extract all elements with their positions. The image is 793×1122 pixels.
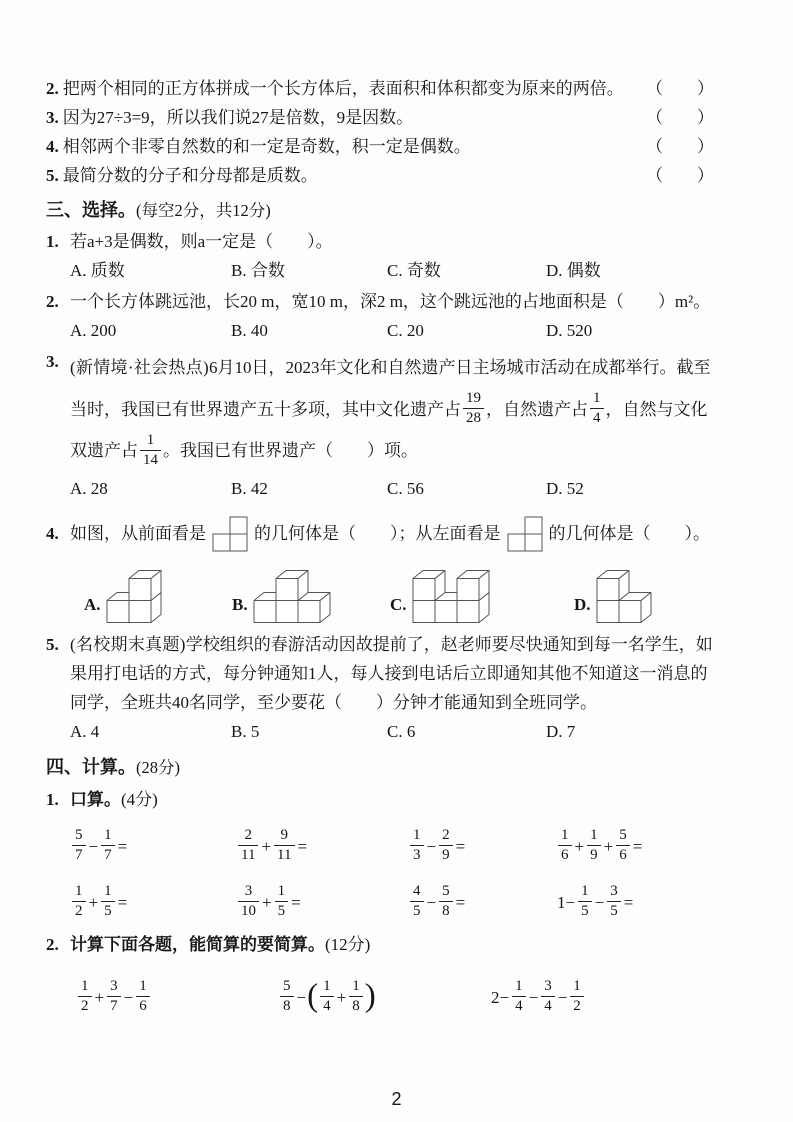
figure-option-c[interactable]: C. (390, 569, 574, 624)
cube-figure-a (106, 569, 163, 624)
options-row (70, 256, 714, 286)
question-body (70, 930, 714, 1027)
judge-item-4 (46, 132, 714, 161)
question-number: 2. (46, 934, 59, 954)
fraction-19-28: $\frac{19}{28}$ (463, 390, 484, 427)
calc-oral (46, 785, 714, 928)
section-title: 三、选择。 (46, 200, 136, 220)
question-number: 5. (46, 634, 59, 654)
question-stem: (新情境·社会热点)6月10日，2023年文化和自然遗产日主场城市活动在成都举行。截至当时，我国已有世界遗产五十多项，其中文化遗产占 $\frac{19}{28}$ ，自然遗产占 $\frac{1}{4}$ ，自然与文化双遗产占 $\frac{1}{14}$ 。我国已有世界遗产（ ）项。 (70, 358, 711, 468)
judge-item-text: 3. 因为27÷3=9，所以我们说27是倍数，9是因数。 (46, 108, 414, 127)
oral-expr-4[interactable]: $\frac{1}{6}$ + $\frac{1}{9}$ + $\frac{5}{6}$ = (556, 820, 714, 872)
option-b[interactable]: B. 42 (231, 478, 268, 498)
option-b[interactable]: B. 合数 (231, 261, 285, 280)
question-number: 1. (46, 232, 59, 251)
figure-options-row (70, 569, 714, 624)
option-c[interactable]: C. 奇数 (387, 261, 441, 280)
judge-item-5 (46, 161, 714, 190)
figure-option-a[interactable]: A. (84, 569, 232, 624)
section-score: (28分) (136, 757, 180, 777)
question-tag: (新情境·社会热点) (70, 358, 209, 377)
oral-expr-1[interactable]: $\frac{5}{7}$ − $\frac{1}{7}$ = (70, 820, 236, 872)
option-c[interactable]: C. 6 (387, 721, 416, 741)
section-score: (每空2分，共12分) (136, 201, 271, 220)
question-number: 4. (46, 523, 59, 543)
question-number: 3. (46, 352, 59, 371)
judge-item-3 (46, 103, 714, 132)
option-d[interactable]: D. 52 (546, 478, 584, 498)
option-d[interactable]: D. 7 (546, 721, 576, 741)
question-body (70, 507, 714, 624)
page-content (46, 74, 714, 1027)
question-body (70, 347, 714, 506)
item-number: 2. (46, 79, 59, 98)
oral-title: 口算。(4分) (70, 789, 158, 809)
answer-bracket[interactable]: （ ） (646, 166, 714, 185)
cube-figure-d (596, 569, 653, 624)
option-c[interactable]: C. 56 (387, 478, 424, 498)
item-number: 5. (46, 166, 59, 185)
choice-q1 (46, 227, 714, 286)
option-a[interactable]: A. 200 (70, 321, 117, 340)
cube-figure-b (253, 569, 332, 624)
page-number: 2 (391, 1089, 402, 1109)
option-a[interactable]: A. 4 (70, 721, 100, 741)
question-number: 1. (46, 789, 59, 809)
item-number: 3. (46, 108, 59, 127)
figure-option-d[interactable]: D. (574, 569, 714, 624)
judge-item-2 (46, 74, 714, 103)
figure-option-b[interactable]: B. (232, 569, 390, 624)
simplify-expr-3[interactable]: 2− $\frac{1}{4}$ − $\frac{3}{4}$ − $\frac{1}{2}$ (490, 967, 714, 1027)
options-row (70, 316, 714, 346)
question-stem: 一个长方体跳远池，长20 m，宽10 m，深2 m，这个跳远池的占地面积是（ ）m²。 (70, 292, 711, 311)
oral-expr-8[interactable]: 1− $\frac{1}{5}$ − $\frac{3}{5}$ = (557, 882, 634, 919)
fraction-1-4: $\frac{1}{4}$ (590, 390, 604, 427)
option-b[interactable]: B. 40 (231, 321, 268, 340)
oral-expr-5[interactable]: $\frac{1}{2}$ + $\frac{1}{5}$ = (70, 876, 236, 928)
option-a[interactable]: A. 质数 (70, 261, 125, 280)
question-body (70, 630, 714, 747)
judge-item-text: 4. 相邻两个非零自然数的和一定是奇数，积一定是偶数。 (46, 137, 471, 156)
judge-item-text: 2. 把两个相同的正方体拼成一个长方体后，表面积和体积都变为原来的两倍。 (46, 79, 624, 98)
oral-grid (70, 820, 714, 928)
oral-expr-6[interactable]: $\frac{3}{10}$ + $\frac{1}{5}$ = (236, 876, 408, 928)
question-number: 2. (46, 292, 59, 311)
oral-expr-7[interactable]: $\frac{4}{5}$ − $\frac{5}{8}$ = (408, 876, 556, 928)
choice-q4 (46, 507, 714, 624)
oral-expr-3[interactable]: $\frac{1}{3}$ − $\frac{2}{9}$ = (408, 820, 556, 872)
choice-section-header (46, 195, 714, 226)
judge-section (46, 74, 714, 190)
option-a[interactable]: A. 28 (70, 478, 108, 498)
simplify-title: 计算下面各题，能简算的要简算。(12分) (70, 934, 371, 954)
choice-q5 (46, 630, 714, 747)
calc-simplify (46, 930, 714, 1027)
question-body (70, 287, 714, 346)
question-stem: (名校期末真题)学校组织的春游活动因故提前了，赵老师要尽快通知到每一名学生，如果用打电话的方式，每分钟通知1人，每人接到电话后立即通知其他不知道这一消息的同学，全班共40名同学，至少要花（ ）分钟才能通知到全班同学。 (70, 634, 713, 712)
option-d[interactable]: D. 偶数 (546, 261, 601, 280)
item-number: 4. (46, 137, 59, 156)
options-row (70, 472, 714, 506)
simplify-expr-2[interactable]: $\frac{5}{8}$ −( $\frac{1}{4}$ + $\frac{1}{8}$ ) (278, 967, 490, 1027)
question-tag: (名校期末真题) (70, 634, 186, 654)
judge-item-text: 5. 最简分数的分子和分母都是质数。 (46, 166, 318, 185)
answer-bracket[interactable]: （ ） (646, 137, 714, 156)
choice-q3 (46, 347, 714, 506)
cube-figure-c (412, 569, 491, 624)
choice-q2 (46, 287, 714, 346)
section-title: 四、计算。 (46, 756, 136, 777)
option-d[interactable]: D. 520 (546, 321, 593, 340)
calc-section-header (46, 752, 714, 783)
question-stem: 如图，从前面看是 的几何体是（ ）；从左面看是 的几何体是（ ）。 (70, 507, 714, 561)
answer-bracket[interactable]: （ ） (646, 79, 714, 98)
option-b[interactable]: B. 5 (231, 721, 260, 741)
oral-expr-2[interactable]: $\frac{2}{11}$ + $\frac{9}{11}$ = (236, 820, 408, 872)
question-stem: 若a+3是偶数，则a一定是（ ）。 (70, 232, 333, 251)
option-c[interactable]: C. 20 (387, 321, 424, 340)
simplify-grid (70, 967, 714, 1027)
left-view-shape (507, 516, 543, 552)
question-body (70, 227, 714, 286)
simplify-expr-1[interactable]: $\frac{1}{2}$ + $\frac{3}{7}$ − $\frac{1}{6}$ (76, 967, 278, 1027)
question-body (70, 785, 714, 928)
front-view-shape (212, 516, 248, 552)
fraction-1-14: $\frac{1}{14}$ (140, 432, 161, 469)
answer-bracket[interactable]: （ ） (646, 108, 714, 127)
options-row (70, 717, 714, 747)
